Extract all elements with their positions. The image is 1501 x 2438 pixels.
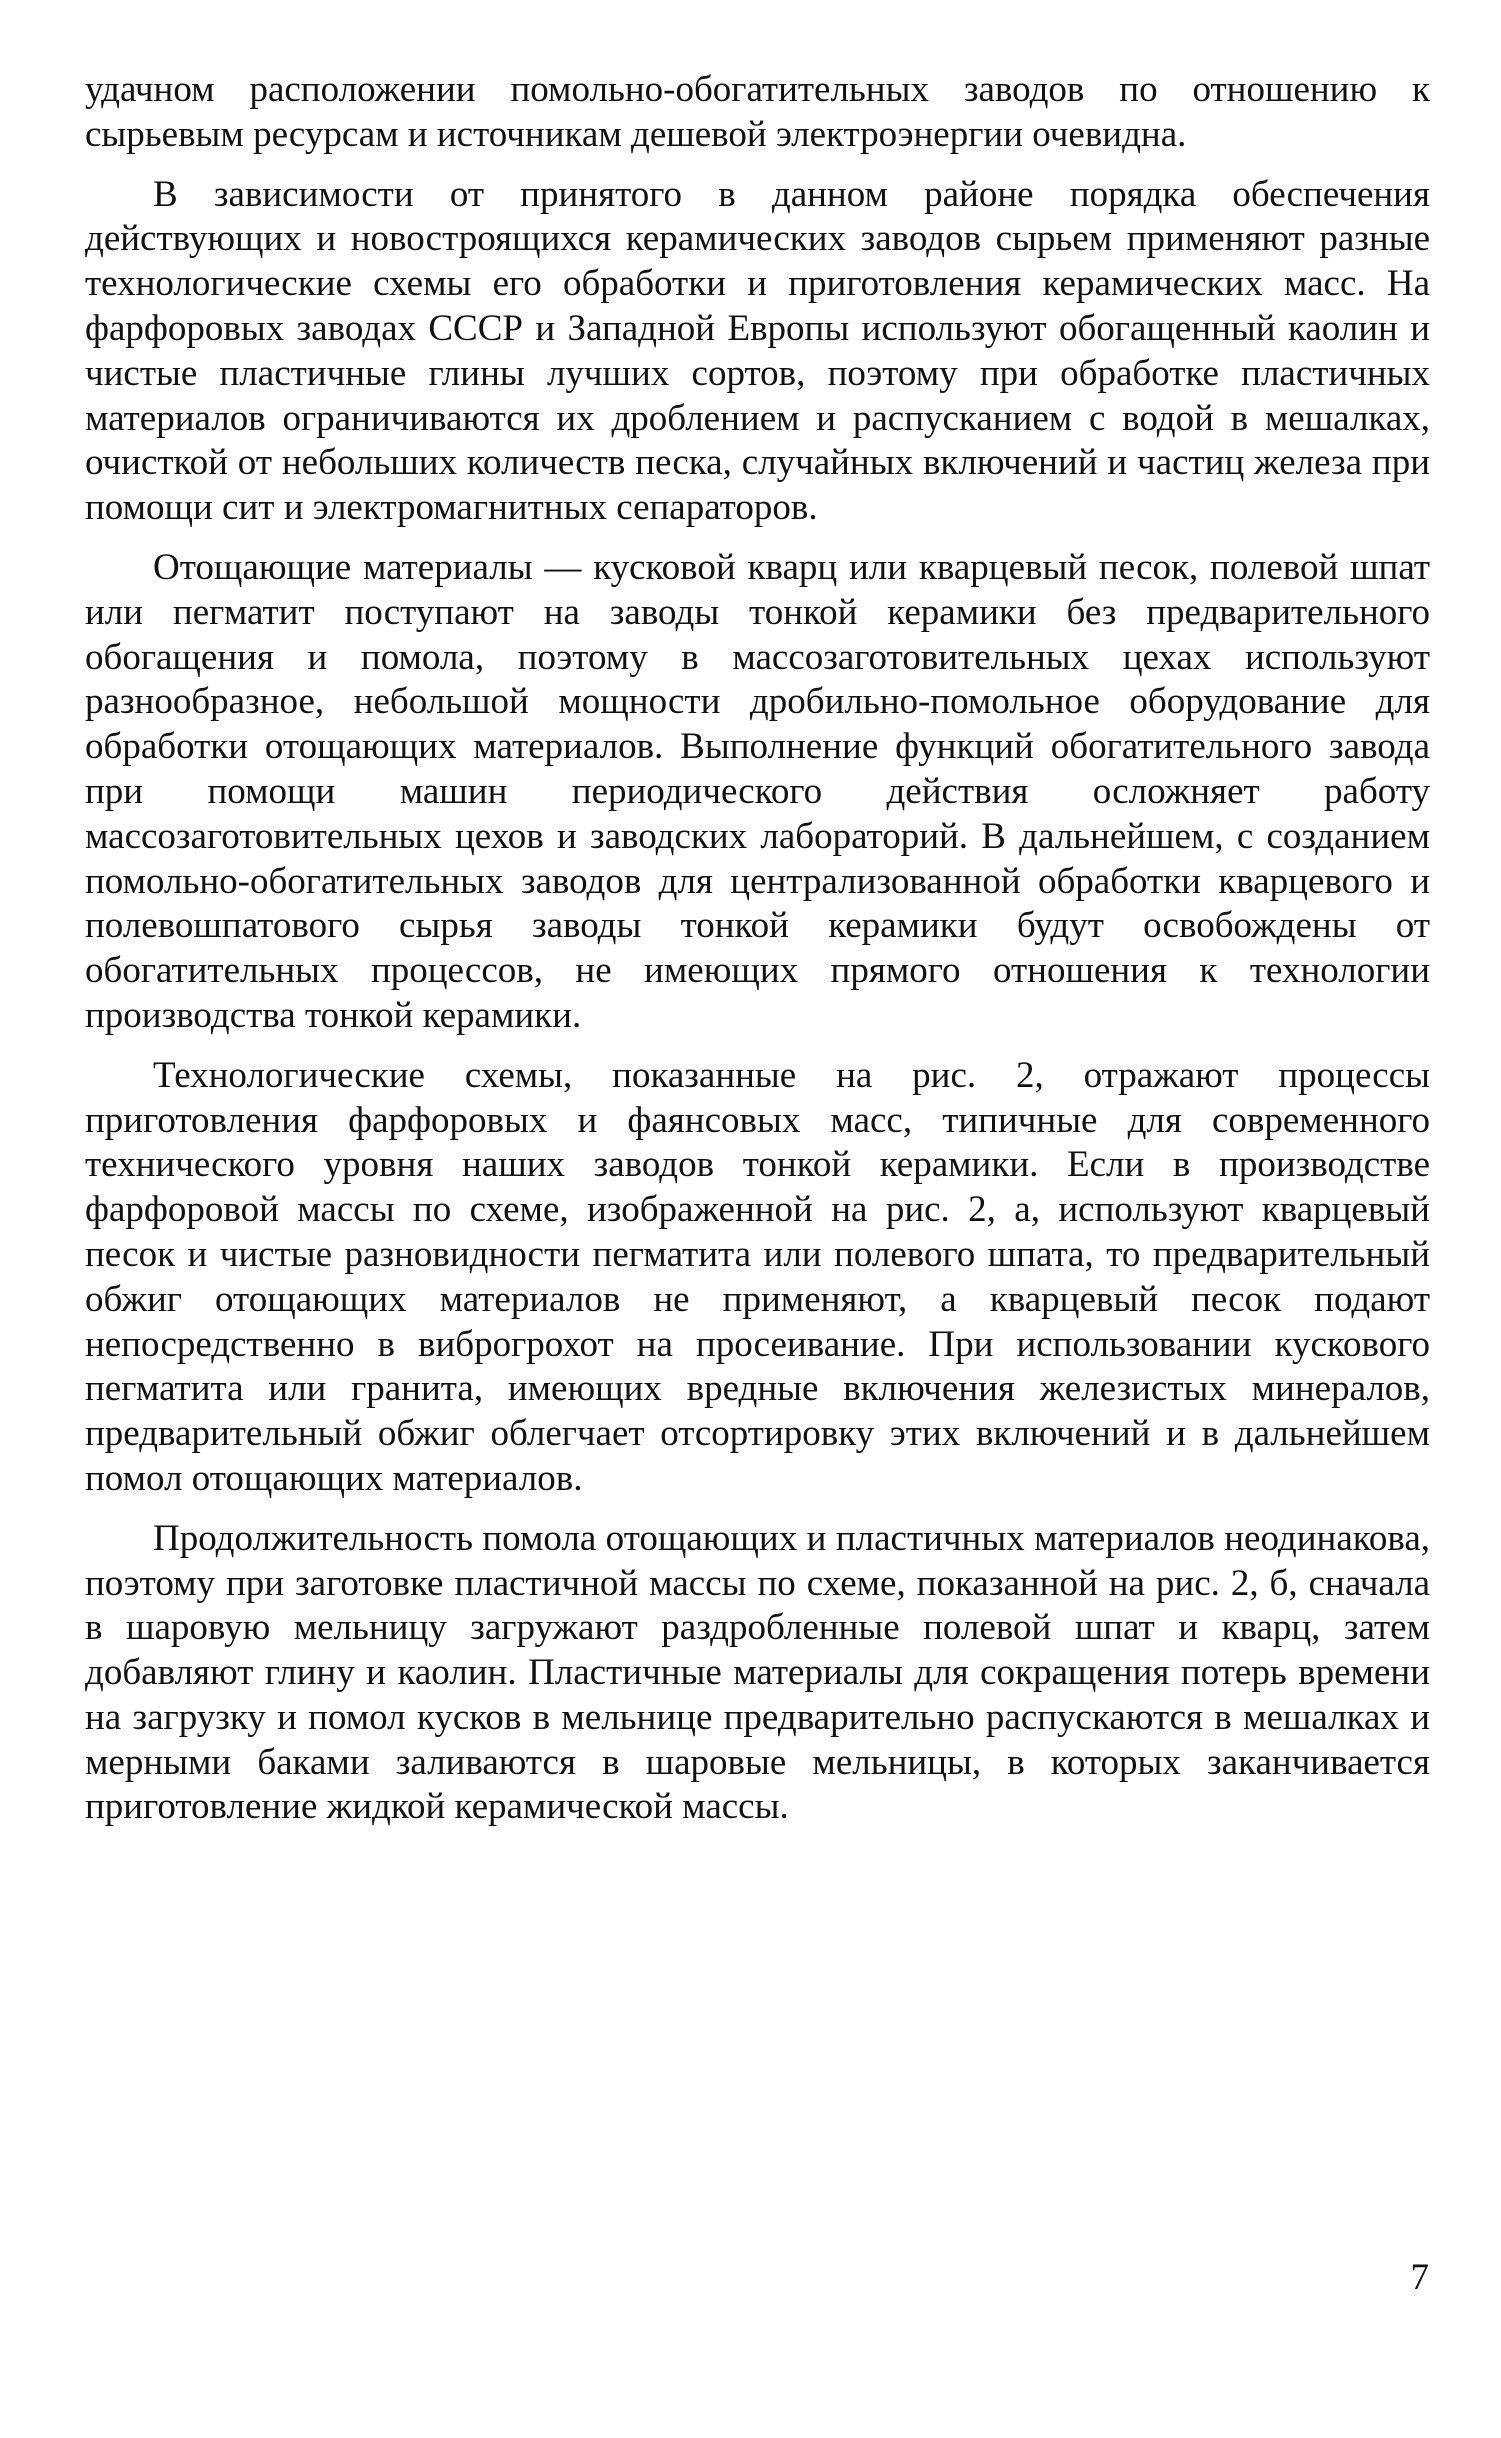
paragraph-continued: удачном расположении помольно-обогатительных заводов по отношению к сырьевым ресурсам и источникам дешевой электроэнергии очевидна.: [85, 69, 1430, 155]
paragraph-raw-material-schemes: В зависимости от принятого в данном районе порядка обеспечения действующих и новостроящихся керамических заводов сырьем применяют разные технологические схемы его обработки и приготовления керамических масс. На фарфоровых заводах СССР и Западной Европы используют обогащенный каолин и чистые пластичные глины лучших сортов, поэтому при обработке пластичных материалов ограничиваются их дроблением и распусканием с водой в мешалках, очисткой от небольших количеств песка, случайных включений и частиц железа при помощи сит и электромагнитных сепараторов.: [85, 173, 1430, 529]
page-number: 7: [1410, 2257, 1429, 2298]
paragraph-grinding-duration: Продолжительность помола отощающих и пластичных материалов неодинакова, поэтому при заготовке пластичной массы по схеме, показанной на рис. 2, б, сначала в шаровую мельницу загружают раздробленные полевой шпат и кварц, затем добавляют глину и каолин. Пластичные материалы для сокращения потерь времени на загрузку и помол кусков в мельнице предварительно распускаются в мешалках и мерными баками заливаются в шаровые мельницы, в которых заканчивается приготовление жидкой керамической массы.: [85, 1517, 1430, 1828]
page-body: [85, 68, 1430, 1845]
paragraph-technological-schemes: Технологические схемы, показанные на рис. 2, отражают процессы приготовления фарфоровых и фаянсовых масс, типичные для современного технического уровня наших заводов тонкой керамики. Если в производстве фарфоровой массы по схеме, изображенной на рис. 2, а, используют кварцевый песок и чистые разновидности пегматита или полевого шпата, то предварительный обжиг отощающих материалов не применяют, а кварцевый песок подают непосредственно в виброгрохот на просеивание. При использовании кускового пегматита или гранита, имеющих вредные включения железистых минералов, предварительный обжиг облегчает отсортировку этих включений и в дальнейшем помол отощающих материалов.: [85, 1054, 1430, 1499]
paragraph-leaning-materials: Отощающие материалы — кусковой кварц или кварцевый песок, полевой шпат или пегматит поступают на заводы тонкой керамики без предварительного обогащения и помола, поэтому в массозаготовительных цехах используют разнообразное, небольшой мощности дробильно-помольное оборудование для обработки отощающих материалов. Выполнение функций обогатительного завода при помощи машин периодического действия осложняет работу массозаготовительных цехов и заводских лабораторий. В дальнейшем, с созданием помольно-обогатительных заводов для централизованной обработки кварцевого и полевошпатового сырья заводы тонкой керамики будут освобождены от обогатительных процессов, не имеющих прямого отношения к технологии производства тонкой керамики.: [85, 546, 1430, 1036]
